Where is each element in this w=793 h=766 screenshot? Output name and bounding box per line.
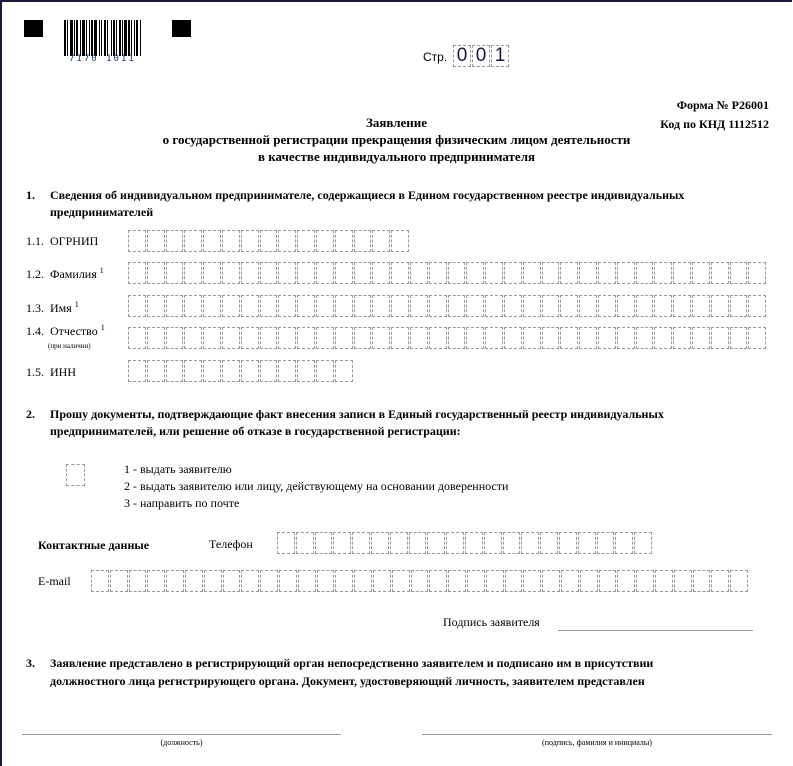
char-cell[interactable] (692, 327, 710, 349)
char-cell[interactable] (561, 570, 579, 592)
char-cell[interactable] (674, 570, 692, 592)
char-cell[interactable] (448, 262, 466, 284)
ogrnip-input[interactable] (128, 230, 409, 252)
char-cell[interactable] (372, 295, 390, 317)
char-cell[interactable] (166, 230, 184, 252)
patronymic-input[interactable] (128, 327, 766, 349)
char-cell[interactable] (278, 327, 296, 349)
char-cell[interactable] (297, 230, 315, 252)
char-cell[interactable] (223, 570, 241, 592)
char-cell[interactable] (354, 570, 372, 592)
char-cell[interactable] (636, 570, 654, 592)
char-cell[interactable] (730, 295, 748, 317)
char-cell[interactable] (523, 262, 541, 284)
char-cell[interactable] (711, 570, 729, 592)
char-cell[interactable] (540, 532, 558, 554)
char-cell[interactable] (260, 295, 278, 317)
footnote-marker: 1 (74, 300, 79, 309)
char-cell[interactable] (673, 327, 691, 349)
char-cell[interactable] (185, 570, 203, 592)
char-cell[interactable] (485, 327, 503, 349)
field-label: Отчество (50, 324, 98, 338)
char-cell[interactable] (578, 532, 596, 554)
char-cell[interactable] (542, 570, 560, 592)
page-digit: 1 (491, 45, 509, 67)
char-cell[interactable] (166, 327, 184, 349)
page-number-cells (453, 45, 509, 67)
title-line-2: о государственной регистрации прекращения физическим лицом деятельности (162, 132, 631, 147)
field-label: ИНН (50, 365, 76, 379)
char-cell[interactable] (354, 295, 372, 317)
page-label: Стр. (423, 50, 448, 64)
field-number: 1.4. (26, 324, 44, 338)
phone-label: Телефон (209, 537, 253, 551)
section-2-number: 2. (26, 407, 35, 421)
char-cell[interactable] (241, 327, 259, 349)
char-cell[interactable] (466, 295, 484, 317)
char-cell[interactable] (147, 327, 165, 349)
official-signature-line[interactable] (422, 734, 772, 735)
char-cell[interactable] (279, 570, 297, 592)
char-cell[interactable] (429, 295, 447, 317)
title-line-3: в качестве индивидуального предпринимателя (257, 149, 536, 164)
contacts-heading: Контактные данные (38, 538, 150, 552)
barcode-bar (141, 20, 143, 56)
alignment-marker-left (24, 20, 43, 37)
field-label: Имя (50, 301, 72, 315)
char-cell[interactable] (296, 532, 314, 554)
applicant-signature-line[interactable] (558, 630, 753, 631)
char-cell[interactable] (260, 570, 278, 592)
char-cell[interactable] (222, 262, 240, 284)
char-cell[interactable] (711, 295, 729, 317)
char-cell[interactable] (297, 327, 315, 349)
field-number: 1.3. (26, 301, 44, 315)
char-cell[interactable] (372, 230, 390, 252)
section-2-heading: Прошу документы, подтверждающие факт внесения записи в Единый государственный реестр индивидуальных (50, 407, 664, 421)
char-cell[interactable] (260, 360, 278, 382)
char-cell[interactable] (391, 295, 409, 317)
char-cell[interactable] (617, 295, 635, 317)
char-cell[interactable] (636, 295, 654, 317)
char-cell[interactable] (521, 532, 539, 554)
char-cell[interactable] (278, 230, 296, 252)
page-digit: 0 (472, 45, 490, 67)
char-cell[interactable] (241, 230, 259, 252)
char-cell[interactable] (692, 295, 710, 317)
char-cell[interactable] (203, 295, 221, 317)
field-name-label (26, 300, 79, 316)
char-cell[interactable] (448, 327, 466, 349)
char-cell[interactable] (711, 262, 729, 284)
char-cell[interactable] (411, 570, 429, 592)
char-cell[interactable] (429, 262, 447, 284)
section-3-text-cont: должностного лица регистрирующего органа. Документ, удостоверяющий личность, заявителем представлен (50, 674, 645, 688)
char-cell[interactable] (241, 262, 259, 284)
field-number: 1.2. (26, 267, 44, 281)
char-cell[interactable] (730, 570, 748, 592)
char-cell[interactable] (410, 295, 428, 317)
char-cell[interactable] (241, 295, 259, 317)
field-inn-label (26, 365, 76, 380)
email-input[interactable] (91, 570, 748, 592)
char-cell[interactable] (166, 360, 184, 382)
char-cell[interactable] (260, 262, 278, 284)
char-cell[interactable] (147, 360, 165, 382)
char-cell[interactable] (184, 360, 202, 382)
char-cell[interactable] (693, 570, 711, 592)
char-cell[interactable] (297, 360, 315, 382)
section-2-heading-cont: предпринимателей, или решение об отказе в государственной регистрации: (50, 424, 461, 438)
patronymic-note: (при наличии) (48, 342, 91, 350)
char-cell[interactable] (636, 327, 654, 349)
char-cell[interactable] (333, 532, 351, 554)
char-cell[interactable] (278, 295, 296, 317)
char-cell[interactable] (166, 262, 184, 284)
char-cell[interactable] (128, 327, 146, 349)
surname-input[interactable] (128, 262, 766, 284)
char-cell[interactable] (335, 327, 353, 349)
char-cell[interactable] (505, 570, 523, 592)
char-cell[interactable] (204, 570, 222, 592)
field-ogrnip-label (26, 234, 98, 249)
char-cell[interactable] (448, 570, 466, 592)
char-cell[interactable] (260, 230, 278, 252)
char-cell[interactable] (410, 327, 428, 349)
char-cell[interactable] (560, 262, 578, 284)
char-cell[interactable] (523, 295, 541, 317)
char-cell[interactable] (654, 327, 672, 349)
char-cell[interactable] (748, 262, 766, 284)
alignment-marker-right (172, 20, 191, 37)
char-cell[interactable] (579, 262, 597, 284)
char-cell[interactable] (128, 262, 146, 284)
char-cell[interactable] (634, 532, 652, 554)
char-cell[interactable] (241, 570, 259, 592)
char-cell[interactable] (147, 570, 165, 592)
char-cell[interactable] (222, 360, 240, 382)
char-cell[interactable] (465, 532, 483, 554)
footnote-marker: 1 (100, 323, 105, 332)
char-cell[interactable] (392, 570, 410, 592)
char-cell[interactable] (391, 327, 409, 349)
char-cell[interactable] (184, 327, 202, 349)
char-cell[interactable] (203, 230, 221, 252)
char-cell[interactable] (654, 262, 672, 284)
char-cell[interactable] (504, 295, 522, 317)
char-cell[interactable] (673, 295, 691, 317)
char-cell[interactable] (260, 327, 278, 349)
char-cell[interactable] (429, 570, 447, 592)
char-cell[interactable] (315, 532, 333, 554)
signature-label: Подпись заявителя (443, 615, 540, 629)
char-cell[interactable] (654, 295, 672, 317)
section-3-number: 3. (26, 656, 35, 670)
char-cell[interactable] (579, 295, 597, 317)
char-cell[interactable] (542, 295, 560, 317)
char-cell[interactable] (297, 295, 315, 317)
char-cell[interactable] (579, 327, 597, 349)
char-cell[interactable] (203, 360, 221, 382)
char-cell[interactable] (559, 532, 577, 554)
field-patronymic-label (26, 323, 105, 339)
char-cell[interactable] (673, 262, 691, 284)
char-cell[interactable] (335, 295, 353, 317)
signature-caption: (подпись, фамилия и инициалы) (542, 738, 652, 747)
char-cell[interactable] (448, 295, 466, 317)
footnote-marker: 1 (99, 266, 104, 275)
char-cell[interactable] (523, 327, 541, 349)
char-cell[interactable] (485, 295, 503, 317)
field-number: 1.5. (26, 365, 44, 379)
char-cell[interactable] (467, 570, 485, 592)
char-cell[interactable] (484, 532, 502, 554)
char-cell[interactable] (335, 360, 353, 382)
char-cell[interactable] (91, 570, 109, 592)
char-cell[interactable] (711, 327, 729, 349)
char-cell[interactable] (128, 230, 146, 252)
position-caption: (должность) (160, 738, 203, 747)
char-cell[interactable] (560, 295, 578, 317)
char-cell[interactable] (166, 570, 184, 592)
delivery-option-3: 3 - направить по почте (124, 496, 240, 510)
char-cell[interactable] (203, 327, 221, 349)
title-line-1: Заявление (365, 115, 428, 130)
char-cell[interactable] (466, 262, 484, 284)
char-cell[interactable] (372, 327, 390, 349)
char-cell[interactable] (297, 262, 315, 284)
char-cell[interactable] (429, 327, 447, 349)
char-cell[interactable] (317, 570, 335, 592)
char-cell[interactable] (298, 570, 316, 592)
char-cell[interactable] (730, 327, 748, 349)
char-cell[interactable] (597, 532, 615, 554)
char-cell[interactable] (128, 295, 146, 317)
field-number: 1.1. (26, 234, 44, 248)
char-cell[interactable] (485, 262, 503, 284)
delivery-option-1: 1 - выдать заявителю (124, 462, 232, 476)
section-1-number: 1. (26, 188, 35, 202)
char-cell[interactable] (354, 230, 372, 252)
char-cell[interactable] (598, 295, 616, 317)
field-label: ОГРНИП (50, 234, 99, 248)
char-cell[interactable] (372, 262, 390, 284)
char-cell[interactable] (617, 327, 635, 349)
page-digit: 0 (453, 45, 471, 67)
delivery-method-input[interactable] (66, 464, 85, 486)
section-1-heading-cont: предпринимателей (50, 205, 154, 219)
char-cell[interactable] (636, 262, 654, 284)
char-cell[interactable] (354, 262, 372, 284)
section-3-text: Заявление представлено в регистрирующий орган непосредственно заявителем и подписано им в присутствии (50, 656, 654, 670)
char-cell[interactable] (466, 327, 484, 349)
char-cell[interactable] (523, 570, 541, 592)
char-cell[interactable] (598, 262, 616, 284)
char-cell[interactable] (617, 262, 635, 284)
char-cell[interactable] (129, 570, 147, 592)
name-input[interactable] (128, 295, 766, 317)
char-cell[interactable] (278, 262, 296, 284)
char-cell[interactable] (599, 570, 617, 592)
char-cell[interactable] (427, 532, 445, 554)
char-cell[interactable] (352, 532, 370, 554)
char-cell[interactable] (203, 262, 221, 284)
char-cell[interactable] (748, 327, 766, 349)
barcode-digits: 7170 1011 (69, 54, 136, 64)
barcode (64, 20, 153, 62)
char-cell[interactable] (222, 327, 240, 349)
char-cell[interactable] (278, 360, 296, 382)
char-cell[interactable] (730, 262, 748, 284)
char-cell[interactable] (373, 570, 391, 592)
char-cell[interactable] (410, 262, 428, 284)
char-cell[interactable] (391, 262, 409, 284)
char-cell[interactable] (486, 570, 504, 592)
knd-code: Код по КНД 1112512 (660, 117, 769, 131)
char-cell[interactable] (335, 262, 353, 284)
char-cell[interactable] (147, 295, 165, 317)
char-cell[interactable] (316, 327, 334, 349)
char-cell[interactable] (222, 295, 240, 317)
char-cell[interactable] (542, 262, 560, 284)
char-cell[interactable] (446, 532, 464, 554)
char-cell[interactable] (371, 532, 389, 554)
char-cell[interactable] (617, 570, 635, 592)
email-label: E-mail (38, 574, 71, 588)
char-cell[interactable] (503, 532, 521, 554)
char-cell[interactable] (316, 230, 334, 252)
char-cell[interactable] (277, 532, 295, 554)
position-line[interactable] (22, 734, 341, 735)
char-cell[interactable] (655, 570, 673, 592)
char-cell[interactable] (110, 570, 128, 592)
char-cell[interactable] (147, 262, 165, 284)
char-cell[interactable] (504, 327, 522, 349)
char-cell[interactable] (390, 532, 408, 554)
char-cell[interactable] (128, 360, 146, 382)
char-cell[interactable] (542, 327, 560, 349)
char-cell[interactable] (184, 230, 202, 252)
inn-input[interactable] (128, 360, 353, 382)
char-cell[interactable] (166, 295, 184, 317)
char-cell[interactable] (354, 327, 372, 349)
char-cell[interactable] (335, 230, 353, 252)
char-cell[interactable] (560, 327, 578, 349)
char-cell[interactable] (147, 230, 165, 252)
char-cell[interactable] (184, 262, 202, 284)
char-cell[interactable] (409, 532, 427, 554)
char-cell[interactable] (598, 327, 616, 349)
field-surname-label (26, 266, 104, 282)
char-cell[interactable] (335, 570, 353, 592)
char-cell[interactable] (222, 230, 240, 252)
delivery-option-2: 2 - выдать заявителю или лицу, действующему на основании доверенности (124, 479, 509, 493)
char-cell[interactable] (241, 360, 259, 382)
phone-input[interactable] (277, 532, 652, 554)
char-cell[interactable] (748, 295, 766, 317)
char-cell[interactable] (316, 295, 334, 317)
section-1-heading: Сведения об индивидуальном предпринимателе, содержащиеся в Едином государственном реестре индивидуальных (50, 188, 685, 202)
form-number: Форма № Р26001 (676, 98, 769, 112)
char-cell[interactable] (316, 360, 334, 382)
char-cell[interactable] (184, 295, 202, 317)
char-cell[interactable] (615, 532, 633, 554)
char-cell[interactable] (391, 230, 409, 252)
field-label: Фамилия (50, 267, 97, 281)
char-cell[interactable] (504, 262, 522, 284)
char-cell[interactable] (580, 570, 598, 592)
char-cell[interactable] (692, 262, 710, 284)
char-cell[interactable] (316, 262, 334, 284)
